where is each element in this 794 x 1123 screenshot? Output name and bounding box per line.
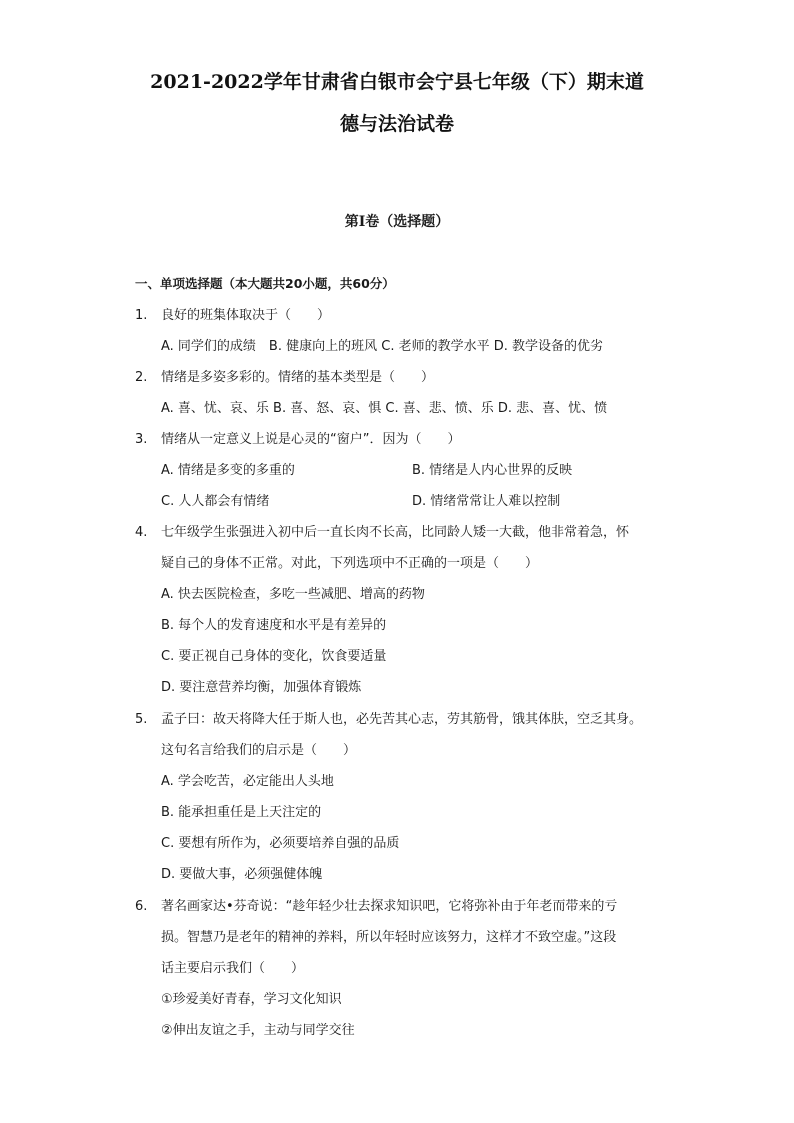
- option-d: D. 要做大事，必须强健体魄: [161, 867, 323, 882]
- question-number: 5.: [135, 712, 148, 727]
- exam-title-line-2: 德与法治试卷: [339, 113, 454, 135]
- question-stem-line: 七年级学生张强进入初中后一直长肉不长高，比同龄人矮一大截，他非常着急，怀: [161, 525, 630, 540]
- question-number: 4.: [135, 525, 148, 540]
- statement-2: ②伸出友谊之手，主动与同学交往: [161, 1023, 355, 1038]
- question-number: 2.: [135, 370, 148, 385]
- option-b: B. 情绪是人内心世界的反映: [412, 463, 573, 478]
- volume-heading: 第I卷（选择题）: [344, 214, 450, 230]
- option-a: A. 快去医院检查，多吃一些减肥、增高的药物: [161, 587, 425, 602]
- option-b: B. 能承担重任是上天注定的: [161, 805, 322, 820]
- statement-1: ①珍爱美好青春，学习文化知识: [161, 992, 342, 1007]
- question-stem-line: 这句名言给我们的启示是（ ）: [161, 743, 357, 758]
- option-c: C. 要正视自己身体的变化，饮食要适量: [161, 649, 387, 664]
- question-stem: 情绪从一定意义上说是心灵的“窗户”．因为（ ）: [161, 432, 461, 447]
- question-stem-line: 著名画家达•芬奇说：“趁年轻少壮去探求知识吧，它将弥补由于年老而带来的亏: [161, 899, 618, 914]
- exam-title-line-1: 2021-2022学年甘肃省白银市会宁县七年级（下）期末道: [150, 71, 644, 93]
- option-c: C. 人人都会有情绪: [161, 494, 270, 509]
- question-number: 6.: [135, 899, 148, 914]
- option-c: C. 要想有所作为，必须要培养自强的品质: [161, 836, 400, 851]
- question-number: 3.: [135, 432, 148, 447]
- question-stem: 情绪是多姿多彩的。情绪的基本类型是（ ）: [161, 370, 435, 385]
- option-a: A. 情绪是多变的多重的: [161, 463, 295, 478]
- question-options: A. 喜、忧、哀、乐 B. 喜、怒、哀、惧 C. 喜、悲、愤、乐 D. 悲、喜、忧、愤: [161, 401, 608, 416]
- option-d: D. 要注意营养均衡，加强体育锻炼: [161, 680, 362, 695]
- option-d: D. 情绪常常让人难以控制: [412, 494, 561, 509]
- section-heading: 一、单项选择题（本大题共20小题，共60分）: [135, 276, 395, 291]
- question-stem-line: 疑自己的身体不正常。对此，下列选项中不正确的一项是（ ）: [161, 556, 539, 571]
- option-b: B. 每个人的发育速度和水平是有差异的: [161, 618, 387, 633]
- question-stem-line: 损。智慧乃是老年的精神的养料，所以年轻时应该努力，这样才不致空虚。”这段: [161, 930, 617, 945]
- question-stem-line: 话主要启示我们（ ）: [161, 961, 305, 976]
- question-options: A. 同学们的成绩 B. 健康向上的班风 C. 老师的教学水平 D. 教学设备的优劣: [161, 339, 603, 354]
- question-stem-line: 孟子曰：故天将降大任于斯人也，必先苦其心志，劳其筋骨，饿其体肤，空乏其身。: [161, 712, 643, 727]
- question-number: 1.: [135, 308, 148, 323]
- option-a: A. 学会吃苦，必定能出人头地: [161, 774, 334, 789]
- question-stem: 良好的班集体取决于（ ）: [161, 308, 331, 323]
